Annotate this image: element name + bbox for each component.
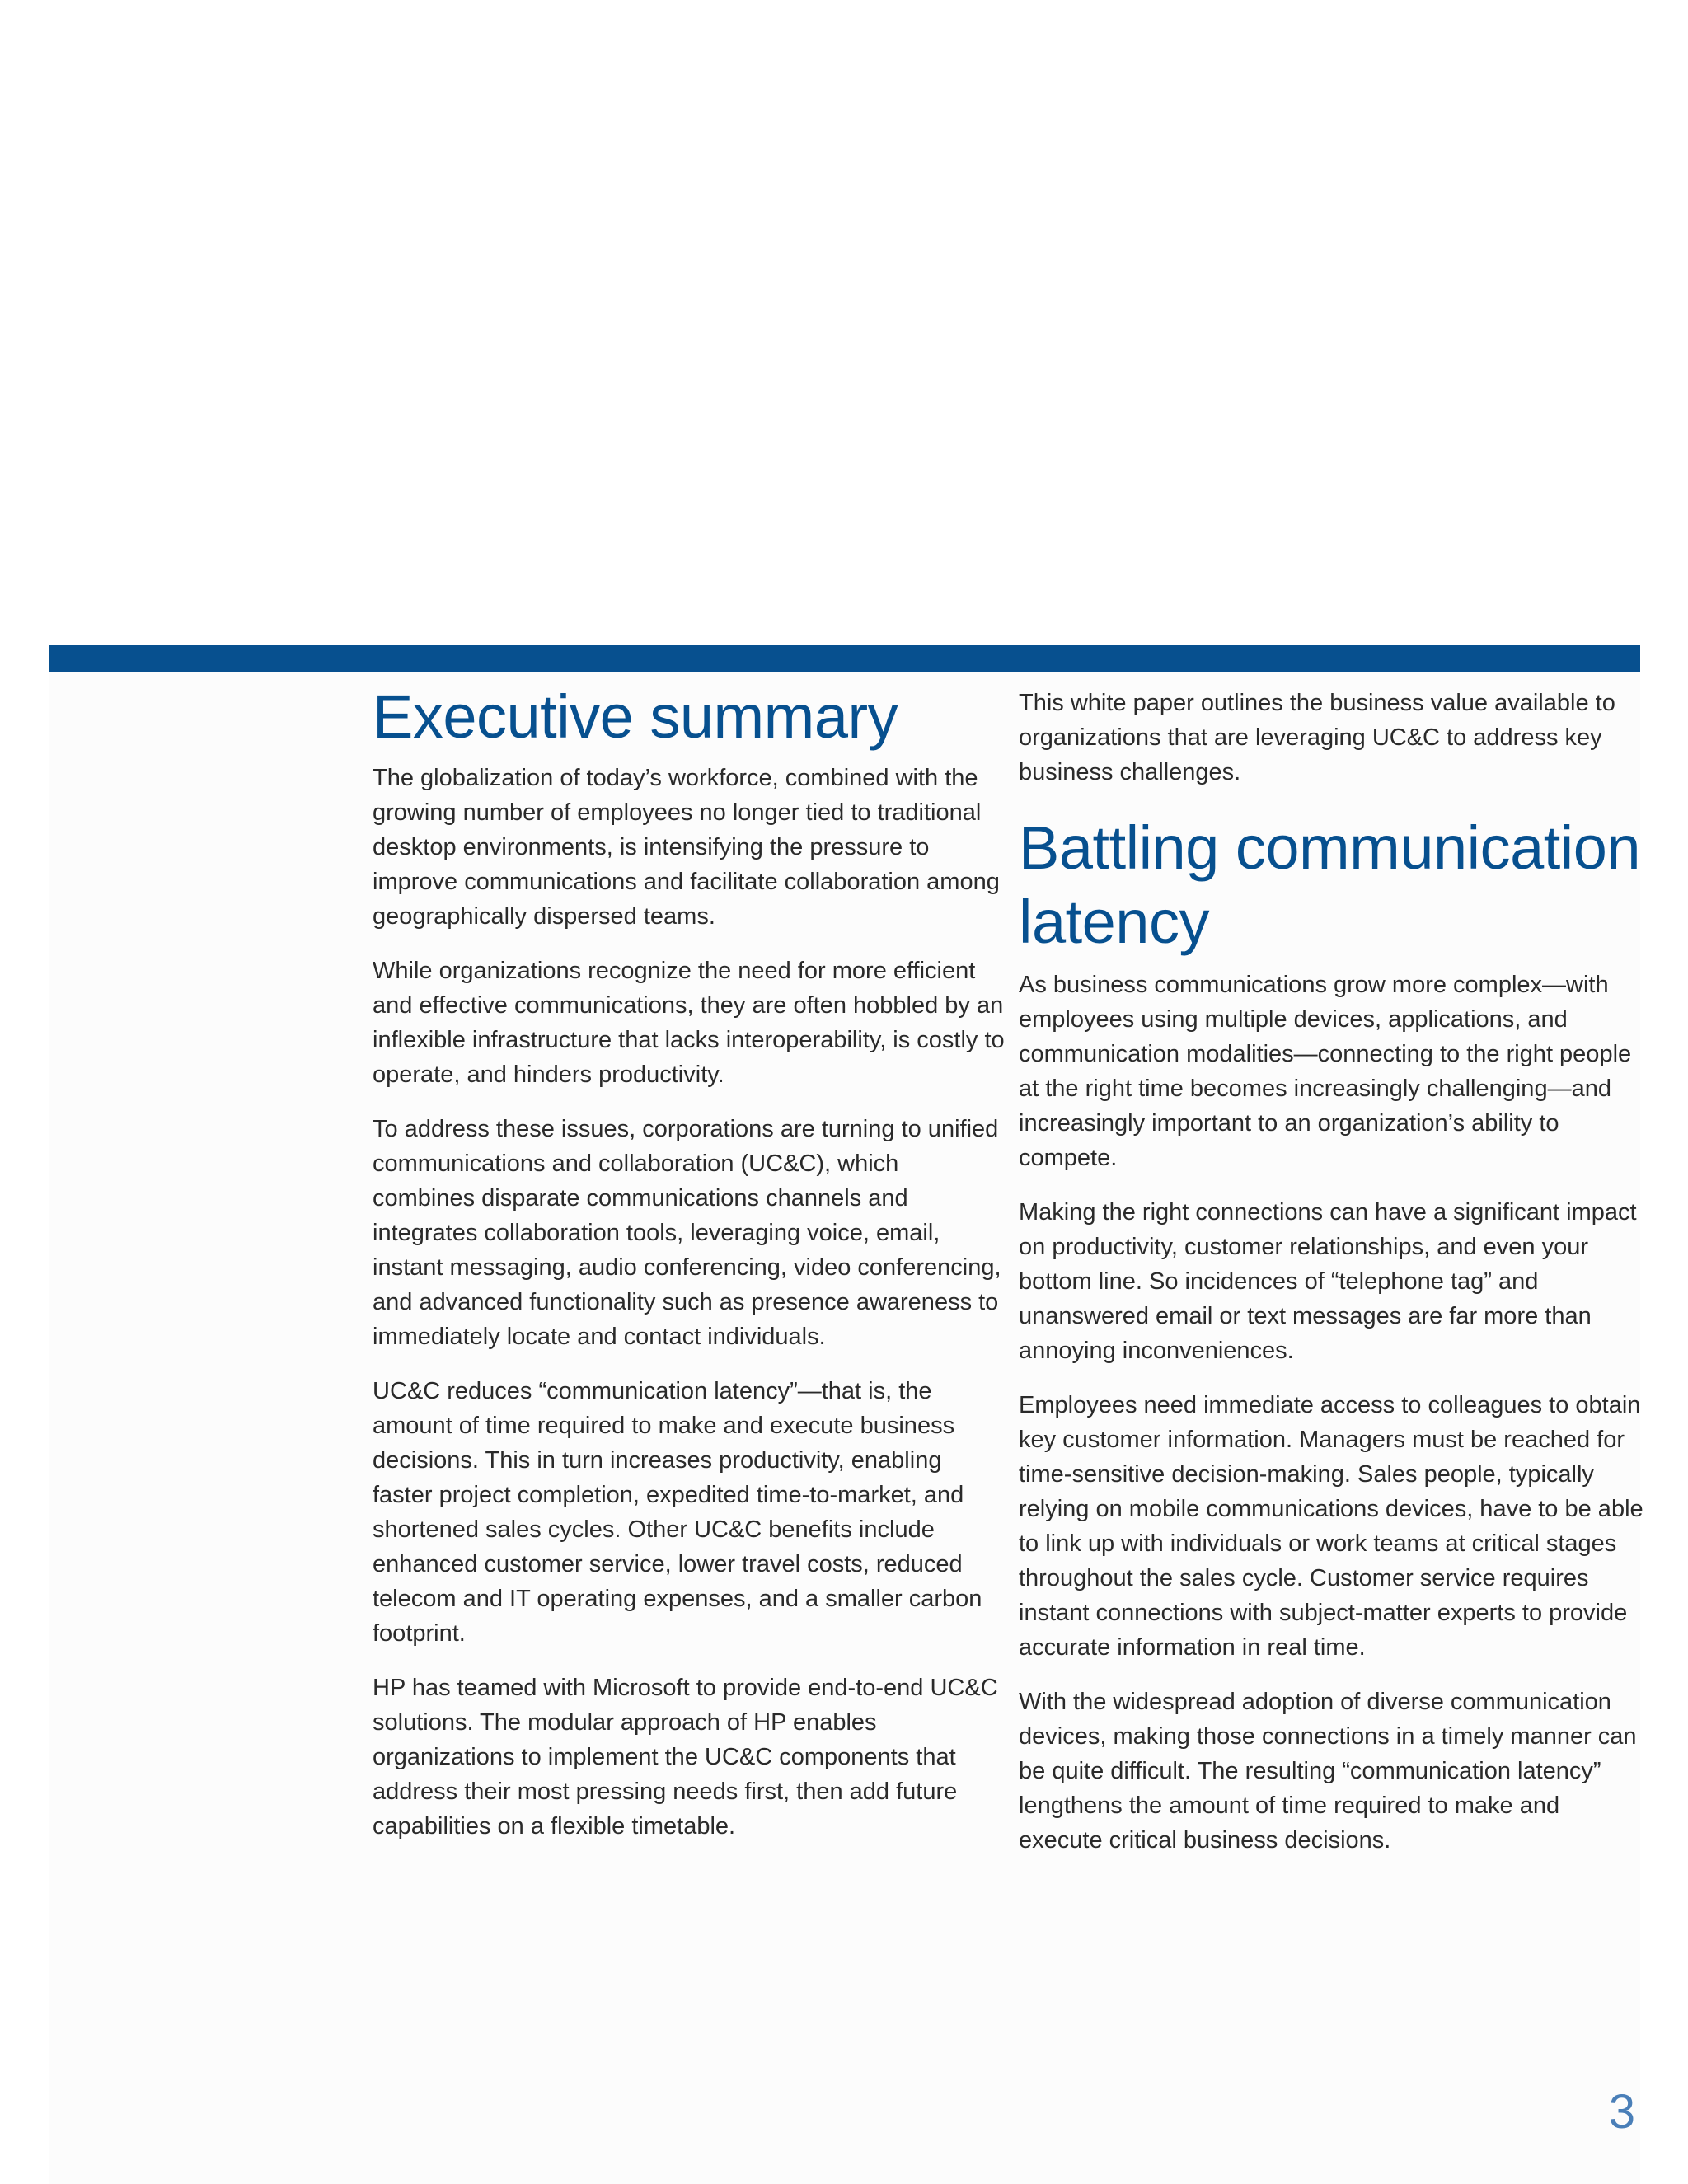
body-paragraph: Making the right connections can have a significant impact on productivity, customer relationships, and even your bottom line. So incidences of “telephone tag” and unanswered email or text messages are far more than annoying inconveniences. bbox=[1019, 1199, 1637, 1364]
section-heading-battling-latency: Battling communication latency bbox=[1019, 813, 1641, 956]
left-column bbox=[373, 680, 1007, 1863]
header-rule-bar bbox=[49, 645, 1640, 672]
intro-paragraph: This white paper outlines the business value available to organizations that are leveraging UC&C to address key business challenges. bbox=[1019, 690, 1615, 785]
body-paragraph: HP has teamed with Microsoft to provide end-to-end UC&C solutions. The modular approach of HP enables organizations to implement the UC&C components that address their most pressing needs first, then add future capabilities on a flexible timetable. bbox=[373, 1675, 998, 1840]
body-paragraph: To address these issues, corporations are turning to unified communications and collaboration (UC&C), which combines disparate communications channels and integrates collaboration tools, leveraging voice, email, instant messaging, audio conferencing, video conferencing, and advanced functionality such as presence awareness to immediately locate and contact individuals. bbox=[373, 1116, 1001, 1350]
body-paragraph: UC&C reduces “communication latency”—that is, the amount of time required to make and execute business decisions. This in turn increases productivity, enabling faster project completion, expedited time-to-market, and shortened sales cycles. Other UC&C benefits include enhanced customer service, lower travel costs, reduced telecom and IT operating expenses, and a smaller carbon footprint. bbox=[373, 1378, 982, 1647]
right-column bbox=[1019, 686, 1645, 1877]
body-paragraph: Employees need immediate access to colleagues to obtain key customer information. Managers must be reached for time-sensitive decision-making. Sales people, typically relying on mobile communications devices, have to be able to link up with individuals or work teams at critical stages throughout the sales cycle. Customer service requires instant connections with subject-matter experts to provide accurate information in real time. bbox=[1019, 1392, 1643, 1661]
body-paragraph: As business communications grow more complex—with employees using multiple devices, applications, and communication modalities—connecting to the right people at the right time becomes increasingly challenging—and increasingly important to an organization’s ability to compete. bbox=[1019, 972, 1632, 1171]
body-paragraph: With the widespread adoption of diverse communication devices, making those connections in a timely manner can be quite difficult. The resulting “communication latency” lengthens the amount of time required to make and execute critical business decisions. bbox=[1019, 1689, 1637, 1854]
body-paragraph: While organizations recognize the need for more efficient and effective communications, they are often hobbled by an inflexible infrastructure that lacks interoperability, is costly to operate, and hinders productivity. bbox=[373, 958, 1005, 1088]
body-paragraph: The globalization of today’s workforce, combined with the growing number of employees no longer tied to traditional desktop environments, is intensifying the pressure to improve communications and facilitate collaboration among geographically dispersed teams. bbox=[373, 765, 1000, 930]
section-heading-executive-summary: Executive summary bbox=[373, 682, 898, 751]
page-number: 3 bbox=[1608, 2085, 1635, 2139]
